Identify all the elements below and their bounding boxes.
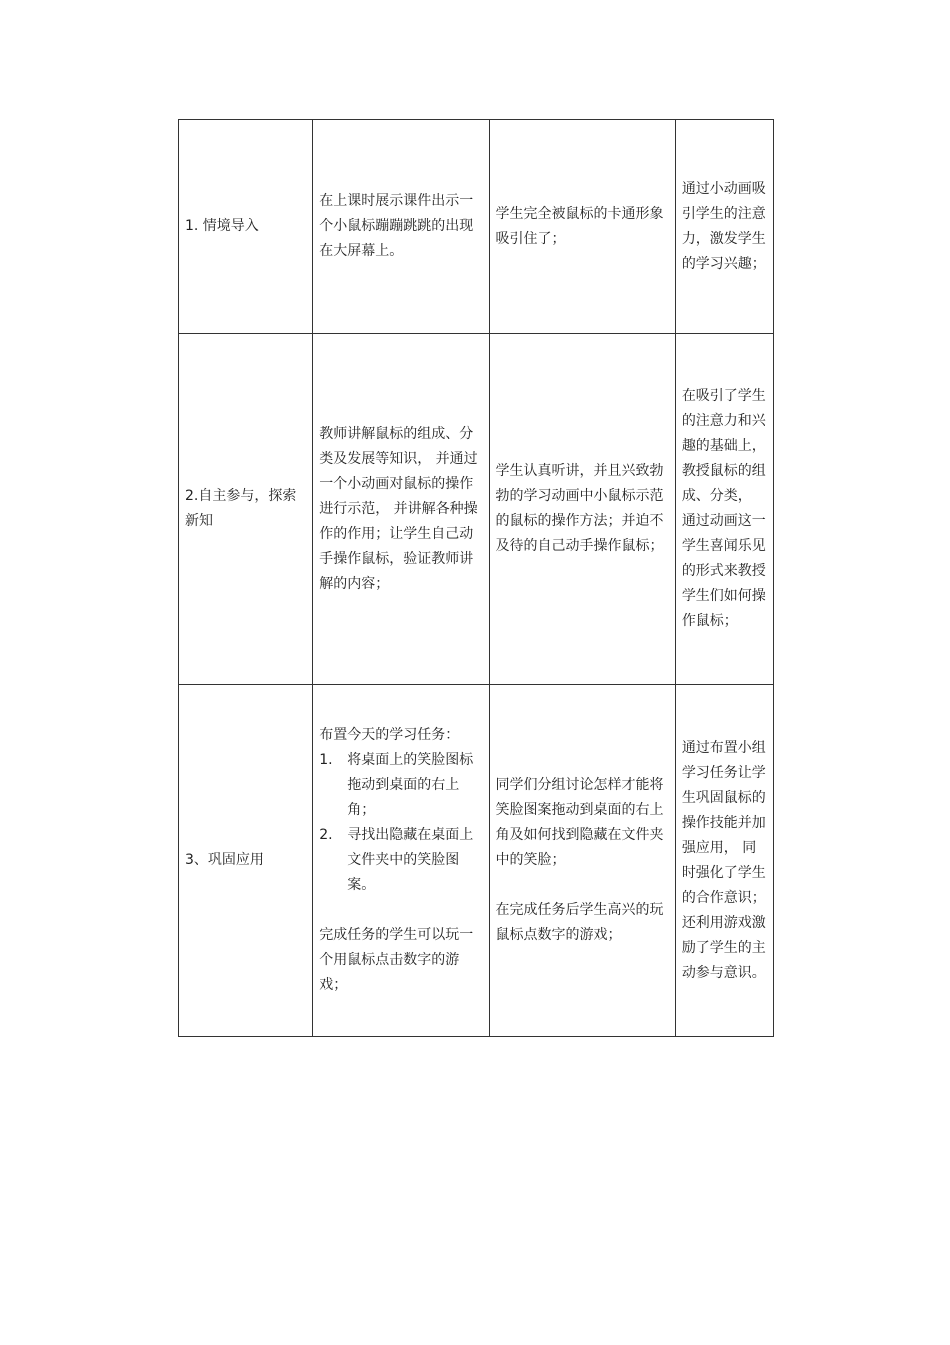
table-row	[179, 685, 774, 1037]
stage-label: 1. 情境导入	[185, 218, 259, 234]
lesson-plan-table	[178, 119, 774, 1037]
teacher-activity-text: 在上课时展示课件出示一个小鼠标蹦蹦跳跳的出现在大屏幕上。	[319, 193, 474, 259]
task-text: 将桌面上的笑脸图标拖动到桌面的右上角；	[347, 752, 474, 818]
teacher-activity-cell	[313, 334, 489, 685]
stage-cell	[179, 120, 313, 334]
teacher-activity-text: 教师讲解鼠标的组成、分类及发展等知识， 并通过一个小动画对鼠标的操作进行示范， 并讲解各种操作的作用；让学生自己动手操作鼠标，验证教师讲解的内容；	[319, 425, 478, 592]
design-intent-cell	[675, 120, 773, 334]
stage-label: 3、巩固应用	[185, 852, 264, 868]
paragraph-gap	[496, 873, 669, 898]
teacher-activity-cell	[313, 120, 489, 334]
task-outro-text: 完成任务的学生可以玩一个用鼠标点击数字的游戏；	[319, 927, 474, 993]
table-row	[179, 120, 774, 334]
task-text: 寻找出隐藏在桌面上文件夹中的笑脸图案。	[347, 827, 474, 893]
task-number: 2.	[319, 827, 333, 843]
design-intent-cell	[675, 334, 773, 685]
task-item	[319, 748, 482, 823]
student-activity-cell	[489, 120, 675, 334]
task-list	[319, 748, 482, 898]
design-intent-text: 通过小动画吸引学生的注意力，激发学生的学习兴趣；	[681, 180, 766, 272]
task-intro-text: 布置今天的学习任务：	[319, 727, 460, 743]
student-activity-text: 学生认真听讲，并且兴致勃勃的学习动画中小鼠标示范的鼠标的操作方法；并迫不及待的自己动手操作鼠标；	[495, 463, 664, 554]
student-activity-text-2: 在完成任务后学生高兴的玩鼠标点数字的游戏；	[495, 902, 664, 943]
stage-cell	[179, 334, 313, 685]
stage-cell	[179, 685, 313, 1037]
student-activity-text: 学生完全被鼠标的卡通形象吸引住了；	[495, 205, 664, 247]
stage-label: 2.自主参与，探索新知	[185, 488, 297, 529]
design-intent-text: 通过布置小组学习任务让学生巩固鼠标的操作技能并加强应用， 同时强化了学生 的合作意识； 还利用游戏激励了学生的主动参与意识。	[681, 739, 766, 981]
student-activity-cell	[489, 334, 675, 685]
task-number: 1.	[319, 752, 333, 768]
design-intent-text: 在吸引了学生的注意力和兴趣的基础上，教授鼠标的组成、分类， 通过动画这一学生喜闻乐见的形式来教授学生们如何操作鼠标；	[681, 388, 766, 629]
task-item	[319, 823, 482, 898]
paragraph-gap	[319, 898, 482, 923]
student-activity-text: 同学们分组讨论怎样才能将笑脸图案拖动到桌面的右上角及如何找到隐藏在文件夹中的笑脸；	[495, 777, 664, 868]
table-row	[179, 334, 774, 685]
teacher-activity-cell	[313, 685, 489, 1037]
student-activity-cell	[489, 685, 675, 1037]
design-intent-cell	[675, 685, 773, 1037]
